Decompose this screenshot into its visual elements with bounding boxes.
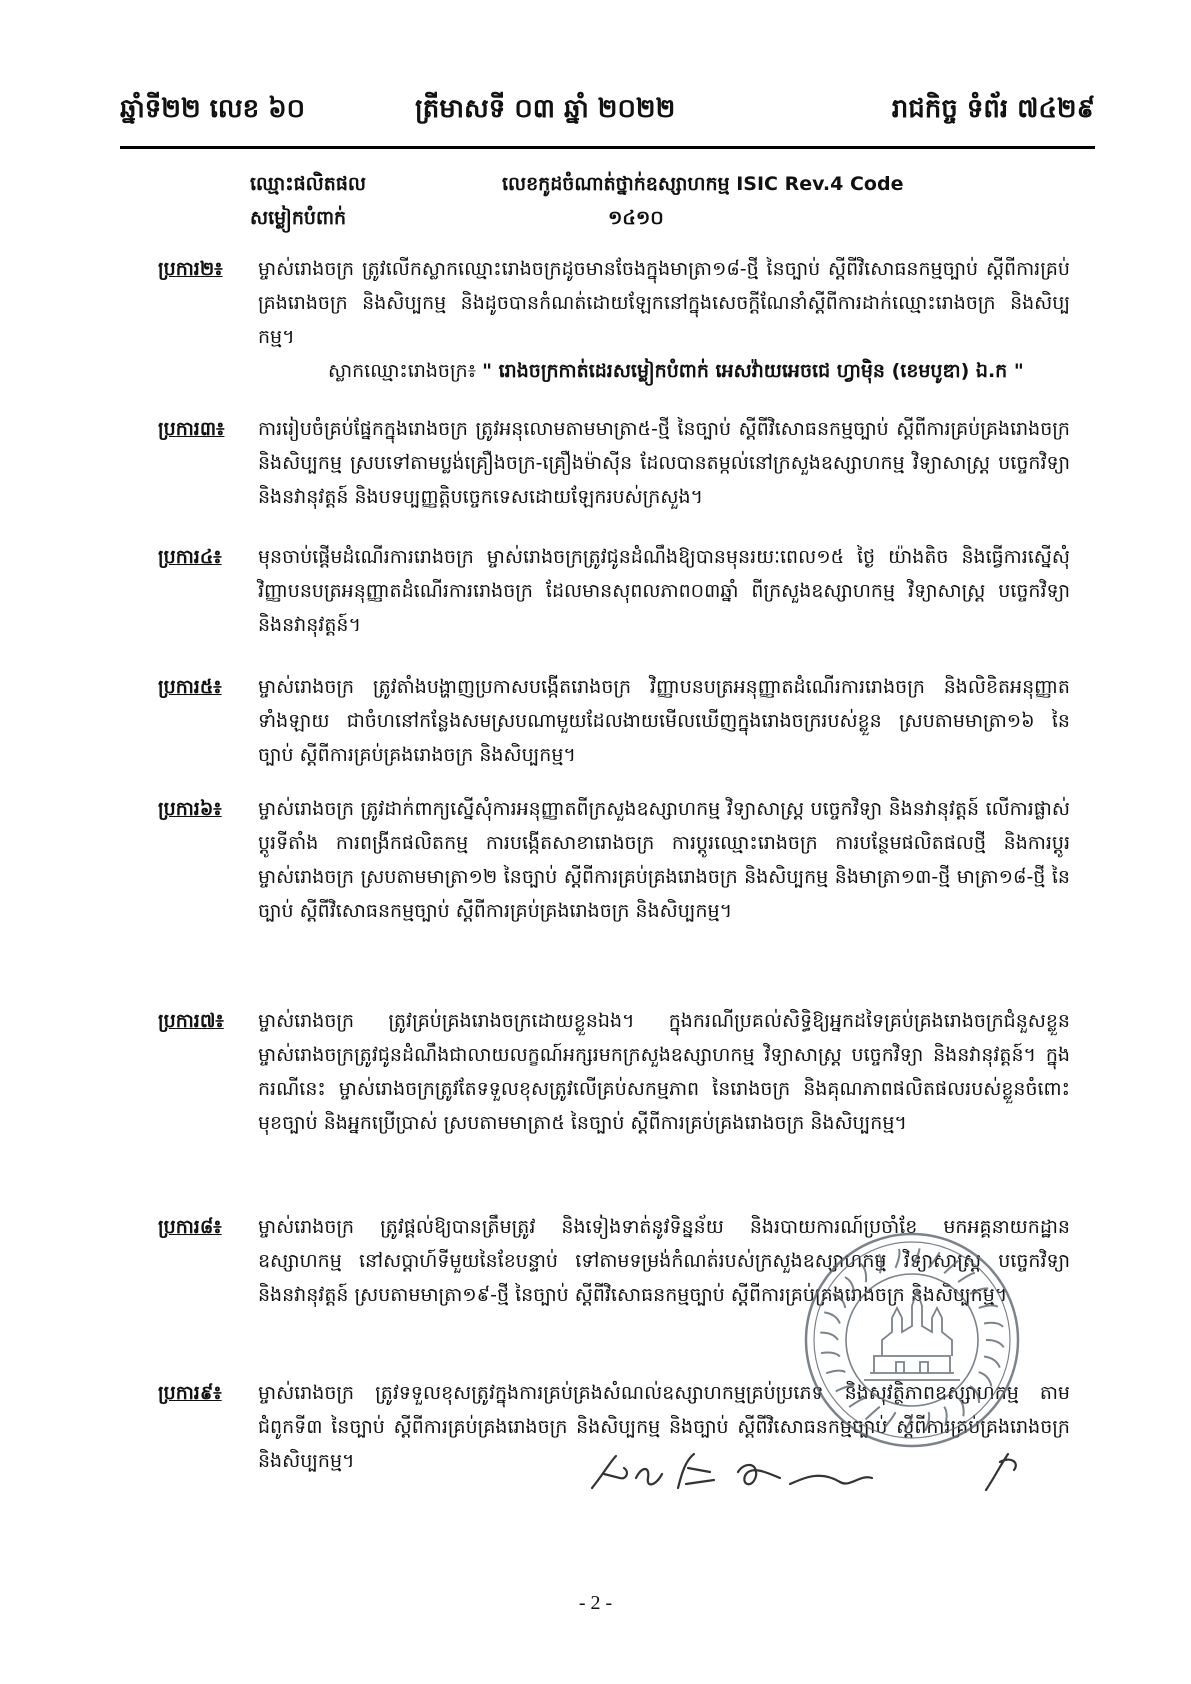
seal-ring-mark (979, 1305, 998, 1308)
seal-ring-mark (861, 1264, 867, 1282)
seal-ring-mark (925, 1412, 929, 1431)
seal-ring-mark (970, 1386, 979, 1403)
seal-ring-mark (929, 1252, 940, 1268)
article-label: ប្រការ៣៖ (158, 418, 225, 440)
article-text: ម្ចាស់រោងចក្រ ត្រូវគ្រប់គ្រងរោងចក្រដោយខ្លួនឯង។ ក្នុងករណីប្រគល់សិទ្ធិឱ្យអ្នកដទៃគ្រប់គ្រងរោងចក្រជំនួសខ្លួន ម្ចាស់រោងចក្រត្រូវជូនដំណឹងជាលាយលក្ខណ៍អក្សរមកក្រសួងឧស្សាហកម្ម វិទ្យាសាស្ត្រ បច្ចេកវិទ្យា និងនវានុវត្តន៍។ ក្នុងករណីនេះ ម្ចាស់រោងចក្រត្រូវតែទទួលខុសត្រូវលើគ្រប់សកម្មភាព នៃរោងចក្រ និងគុណភាពផលិតផលរបស់ខ្លួនចំពោះមុខច្បាប់ និងអ្នកប្រើប្រាស់ ស្របតាមមាត្រា៥ នៃច្បាប់ ស្តីពីការគ្រប់គ្រងរោងចក្រ និងសិប្បកម្ម។ (258, 1010, 1070, 1134)
seal-ring-mark (836, 1386, 854, 1392)
seal-ring-mark (912, 1248, 919, 1266)
article-text: ម្ចាស់រោងចក្រ ត្រូវតាំងបង្ហាញប្រកាសបង្កើតរោងចក្រ វិញ្ញាបនបត្រអនុញ្ញាតដំណើរការរោងចក្រ និងលិខិតអនុញ្ញាតទាំងឡាយ ជាចំហនៅកន្លែងសមស្របណាមួយដែលងាយមើលឃើញក្នុងរោងចក្ររបស់ខ្លួន ស្របតាមមាត្រា១៦ នៃច្បាប់ ស្តីពីការគ្រប់គ្រងរោងចក្រ និងសិប្បកម្ម។ (258, 676, 1070, 766)
article-text: មុនចាប់ផ្តើមដំណើរការរោងចក្រ ម្ចាស់រោងចក្រត្រូវជូនដំណឹងឱ្យបានមុនរយៈពេល១៥ ថ្ងៃ យ៉ាងតិច និងធ្វើការស្នើសុំវិញ្ញាបនបត្រអនុញ្ញាតដំណើរការរោងចក្រ ដែលមានសុពលភាព០៣ឆ្នាំ ពីក្រសួងឧស្សាហកម្ម វិទ្យាសាស្ត្រ បច្ចេកវិទ្យា និងនវានុវត្តន៍។ (258, 546, 1070, 636)
header-quarter: ត្រីមាសទី ០៣ ឆ្នាំ ២០២២ (415, 94, 676, 124)
seal-ring-mark (896, 1249, 900, 1268)
factory-sign-prefix: ស្លាកឈ្មោះរោងចក្រ៖ (328, 360, 483, 382)
seal-ring-mark (979, 1372, 992, 1386)
seal-ring-mark (905, 1414, 912, 1432)
seal-ring-mark (884, 1412, 895, 1428)
seal-ring-mark (845, 1277, 854, 1294)
seal-ring-mark (984, 1357, 1000, 1368)
factory-sign-line (258, 354, 1070, 388)
gazette-header (120, 92, 1095, 142)
seal-ring-mark (958, 1398, 964, 1416)
seal-ring-mark (820, 1333, 838, 1340)
isic-code-header: លេខកូដចំណាត់ថ្នាក់ឧស្សាហកម្ម ISIC Rev.4 Code (502, 173, 904, 195)
signature-initials-icon (590, 1448, 1060, 1498)
isic-code-value: ១៤១០ (608, 207, 664, 229)
article-text: ម្ចាស់រោងចក្រ ត្រូវផ្តល់ឱ្យបានត្រឹមត្រូវ និងទៀងទាត់នូវទិន្នន័យ និងរបាយការណ៍ប្រចាំខែ មកអគ្គនាយកដ្ឋានឧស្សាហកម្ម នៅសប្តាហ៍ទីមួយនៃខែបន្ទាប់ ទៅតាមទម្រង់កំណត់របស់ក្រសួងឧស្សាហកម្ម វិទ្យាសាស្ត្រ បច្ចេកវិទ្យា និងនវានុវត្តន៍ ស្របតាមមាត្រា១៩-ថ្មី នៃច្បាប់ ស្តីពីវិសោធនកម្មច្បាប់ ស្តីពីការគ្រប់គ្រងរោងចក្រ និងសិប្បកម្ម។ (258, 1216, 1070, 1306)
article-label: ប្រការ២៖ (158, 258, 223, 280)
seal-ring-mark (944, 1407, 947, 1426)
seal-ring-mark (944, 1261, 958, 1274)
article-label: ប្រការ៨៖ (158, 1216, 222, 1238)
product-table (250, 172, 1070, 242)
header-issue: ឆ្នាំទី២២ លេខ ៦០ (120, 94, 306, 124)
seal-ring-mark (986, 1340, 1004, 1347)
product-name-header: ឈ្មោះផលិតផល (250, 173, 366, 195)
seal-ring-mark (826, 1371, 845, 1374)
seal-ring-mark (958, 1273, 975, 1282)
article-text: ម្ចាស់រោងចក្រ ត្រូវទទួលខុសត្រូវក្នុងការគ្រប់គ្រងសំណល់ឧស្សាហកម្មគ្រប់ប្រភេទ និងសុវត្ថិភាពឧស្សាហកម្ម តាមជំពូកទី៣ នៃច្បាប់ ស្តីពីការគ្រប់គ្រងរោងចក្រ និងសិប្បកម្ម និងច្បាប់ ស្តីពីវិសោធនកម្មច្បាប់ ស្តីពីការគ្រប់គ្រងរោងចក្រ និងសិប្បកម្ម។ (258, 1382, 1070, 1472)
seal-ring-mark (879, 1254, 882, 1273)
article-label: ប្រការ៩៖ (158, 1382, 222, 1404)
seal-ring-mark (821, 1353, 840, 1357)
seal-ring-mark (833, 1294, 846, 1308)
factory-sign-name: " រោងចក្រកាត់ដេរសម្លៀកបំពាក់ អេសវ៉ាយអេចជេ ហ្វាម៉ិន (ខេមបូឌា) ឯ.ក " (482, 360, 1024, 382)
header-rule (120, 146, 1095, 149)
seal-ring-mark (849, 1398, 866, 1407)
official-seal-icon (800, 1228, 1025, 1453)
seal-ring-mark (970, 1288, 988, 1294)
article-text: ការរៀបចំគ្រប់ផ្នែកក្នុងរោងចក្រ ត្រូវអនុលោមតាមមាត្រា៥-ថ្មី នៃច្បាប់ ស្តីពីវិសោធនកម្មច្បាប់ ស្តីពីការគ្រប់គ្រងរោងចក្រ និងសិប្បកម្ម ស្របទៅតាមប្លង់គ្រឿងចក្រ-គ្រឿងម៉ាស៊ីន ដែលបានតម្កល់នៅក្រសួងឧស្សាហកម្ម វិទ្យាសាស្ត្រ បច្ចេកវិទ្យា និងនវានុវត្តន៍ និងបទប្បញ្ញត្តិបច្ចេកទេសដោយឡែករបស់ក្រសួង។ (258, 418, 1070, 508)
article-label: ប្រការ៧៖ (158, 1010, 224, 1032)
header-page: រាជកិច្ច ទំព័រ ៧៤២៩ (891, 94, 1095, 124)
page-number: - 2 - (578, 1592, 613, 1614)
article-label: ប្រការ៦៖ (158, 798, 222, 820)
article-text: ម្ចាស់រោងចក្រ ត្រូវដាក់ពាក្យស្នើសុំការអនុញ្ញាតពីក្រសួងឧស្សាហកម្ម វិទ្យាសាស្ត្រ បច្ចេកវិទ្យា និងនវានុវត្តន៍ លើការផ្លាស់ប្តូរទីតាំង ការពង្រីកផលិតកម្ម ការបង្កើតសាខារោងចក្រ ការប្តូរឈ្មោះរោងចក្រ ការបន្ថែមផលិតផលថ្មី និងការប្តូរម្ចាស់រោងចក្រ ស្របតាមមាត្រា១២ នៃច្បាប់ ស្តីពីការគ្រប់គ្រងរោងចក្រ និងសិប្បកម្ម និងមាត្រា១៣-ថ្មី មាត្រា១៨-ថ្មី នៃច្បាប់ ស្តីពីវិសោធនកម្មច្បាប់ ស្តីពីការគ្រប់គ្រងរោងចក្រ និងសិប្បកម្ម។ (258, 798, 1070, 922)
article-label: ប្រការ៤៖ (158, 546, 222, 568)
seal-ring-mark (866, 1407, 880, 1420)
article-label: ប្រការ៥៖ (158, 676, 222, 698)
seal-ring-mark (984, 1323, 1003, 1327)
article-text: ម្ចាស់រោងចក្រ ត្រូវលើកស្លាកឈ្មោះរោងចក្រដូចមានចែងក្នុងមាត្រា១៨-ថ្មី នៃច្បាប់ ស្តីពីវិសោធនកម្មច្បាប់ ស្តីពីការគ្រប់គ្រងរោងចក្រ និងសិប្បកម្ម និងដូចបានកំណត់ដោយឡែកនៅក្នុងសេចក្តីណែនាំស្តីពីការដាក់ឈ្មោះរោងចក្រ និងសិប្បកម្ម។ (258, 258, 1070, 348)
product-name-value: សម្លៀកបំពាក់ (250, 207, 347, 229)
seal-ring-mark (824, 1312, 840, 1323)
